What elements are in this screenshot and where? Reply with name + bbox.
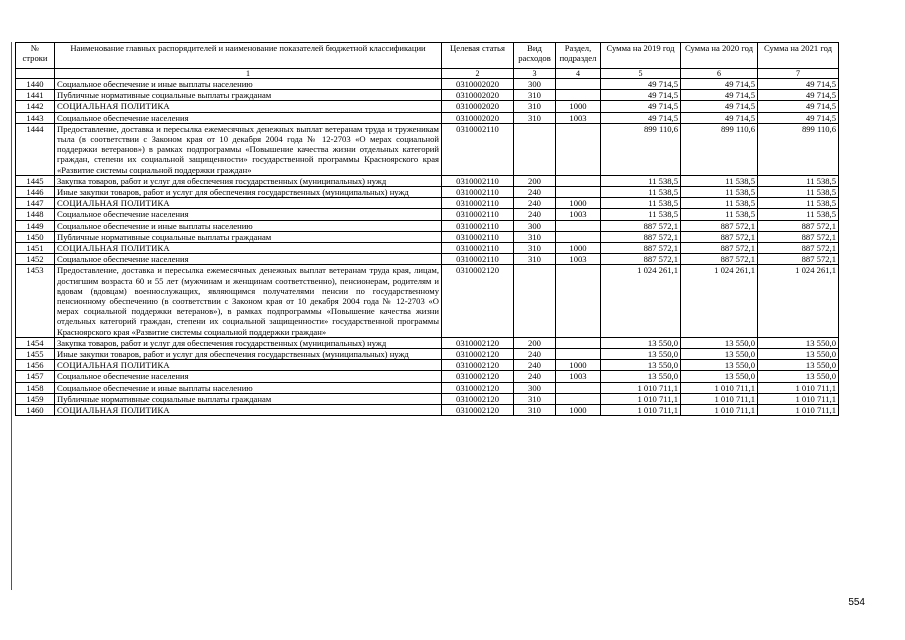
row-sum-2019-cell: 49 714,5 — [601, 90, 681, 101]
row-name-cell: СОЦИАЛЬНАЯ ПОЛИТИКА — [55, 198, 442, 209]
row-number-cell: 1445 — [16, 175, 55, 186]
row-sum-2021-cell: 11 538,5 — [758, 175, 839, 186]
row-sum-2019-cell: 887 572,1 — [601, 243, 681, 254]
row-target-cell: 0310002120 — [442, 405, 514, 416]
row-exp-type-cell: 300 — [514, 79, 556, 90]
col-number — [16, 69, 55, 79]
row-section-cell: 1003 — [556, 112, 601, 123]
row-target-cell: 0310002120 — [442, 360, 514, 371]
row-sum-2021-cell: 1 024 261,1 — [758, 265, 839, 337]
row-section-cell — [556, 337, 601, 348]
row-name-cell: СОЦИАЛЬНАЯ ПОЛИТИКА — [55, 405, 442, 416]
header-section: Раздел, подраздел — [556, 43, 601, 69]
row-sum-2021-cell: 887 572,1 — [758, 243, 839, 254]
row-sum-2020-cell: 1 010 711,1 — [681, 393, 758, 404]
row-exp-type-cell: 240 — [514, 209, 556, 220]
row-exp-type-cell — [514, 265, 556, 337]
row-sum-2021-cell: 13 550,0 — [758, 337, 839, 348]
row-section-cell: 1000 — [556, 360, 601, 371]
col-number: 6 — [681, 69, 758, 79]
row-sum-2021-cell: 11 538,5 — [758, 209, 839, 220]
row-target-cell: 0310002110 — [442, 220, 514, 231]
row-exp-type-cell: 310 — [514, 393, 556, 404]
row-sum-2019-cell: 49 714,5 — [601, 112, 681, 123]
row-section-cell — [556, 349, 601, 360]
row-name-cell: Социальное обеспечение населения — [55, 371, 442, 382]
row-sum-2020-cell: 13 550,0 — [681, 360, 758, 371]
header-sum-2019: Сумма на 2019 год — [601, 43, 681, 69]
row-section-cell: 1000 — [556, 198, 601, 209]
row-target-cell: 0310002120 — [442, 393, 514, 404]
row-target-cell: 0310002120 — [442, 371, 514, 382]
row-sum-2021-cell: 49 714,5 — [758, 101, 839, 112]
row-name-cell: Публичные нормативные социальные выплаты гражданам — [55, 393, 442, 404]
row-target-cell: 0310002110 — [442, 123, 514, 175]
header-name: Наименование главных распорядителей и наименование показателей бюджетной классификации — [55, 43, 442, 69]
col-number: 4 — [556, 69, 601, 79]
row-sum-2021-cell: 887 572,1 — [758, 231, 839, 242]
row-sum-2021-cell: 49 714,5 — [758, 112, 839, 123]
row-target-cell: 0310002120 — [442, 337, 514, 348]
table-row — [16, 112, 839, 123]
row-section-cell — [556, 79, 601, 90]
row-sum-2019-cell: 11 538,5 — [601, 198, 681, 209]
row-sum-2021-cell: 11 538,5 — [758, 198, 839, 209]
row-name-cell: Иные закупки товаров, работ и услуг для обеспечения государственных (муниципальных) нужд — [55, 187, 442, 198]
table-row — [16, 90, 839, 101]
table-row — [16, 405, 839, 416]
row-name-cell: Социальное обеспечение населения — [55, 112, 442, 123]
row-target-cell: 0310002120 — [442, 349, 514, 360]
row-name-cell: Социальное обеспечение и иные выплаты населению — [55, 220, 442, 231]
row-sum-2019-cell: 1 010 711,1 — [601, 382, 681, 393]
row-sum-2020-cell: 49 714,5 — [681, 90, 758, 101]
row-name-cell: Публичные нормативные социальные выплаты гражданам — [55, 231, 442, 242]
table-row — [16, 382, 839, 393]
row-name-cell: СОЦИАЛЬНАЯ ПОЛИТИКА — [55, 101, 442, 112]
row-sum-2019-cell: 13 550,0 — [601, 349, 681, 360]
table-row — [16, 231, 839, 242]
row-section-cell — [556, 187, 601, 198]
row-target-cell: 0310002020 — [442, 79, 514, 90]
row-sum-2021-cell: 49 714,5 — [758, 90, 839, 101]
row-name-cell: Социальное обеспечение населения — [55, 254, 442, 265]
row-exp-type-cell — [514, 123, 556, 175]
row-sum-2019-cell: 11 538,5 — [601, 175, 681, 186]
row-number-cell: 1444 — [16, 123, 55, 175]
row-number-cell: 1456 — [16, 360, 55, 371]
row-sum-2021-cell: 887 572,1 — [758, 220, 839, 231]
row-exp-type-cell: 310 — [514, 254, 556, 265]
row-name-cell: Социальное обеспечение и иные выплаты населению — [55, 382, 442, 393]
row-sum-2021-cell: 887 572,1 — [758, 254, 839, 265]
col-number: 7 — [758, 69, 839, 79]
row-sum-2020-cell: 887 572,1 — [681, 254, 758, 265]
row-sum-2019-cell: 13 550,0 — [601, 360, 681, 371]
row-number-cell: 1449 — [16, 220, 55, 231]
table-row — [16, 198, 839, 209]
row-exp-type-cell: 240 — [514, 198, 556, 209]
row-sum-2020-cell: 11 538,5 — [681, 198, 758, 209]
budget-table — [15, 42, 839, 416]
row-sum-2020-cell: 13 550,0 — [681, 349, 758, 360]
table-body — [16, 79, 839, 416]
table-row — [16, 220, 839, 231]
row-number-cell: 1448 — [16, 209, 55, 220]
margin-rule — [11, 42, 12, 590]
row-sum-2019-cell: 13 550,0 — [601, 371, 681, 382]
row-section-cell: 1000 — [556, 405, 601, 416]
row-exp-type-cell: 240 — [514, 187, 556, 198]
table-row — [16, 265, 839, 337]
row-sum-2020-cell: 11 538,5 — [681, 175, 758, 186]
table-row — [16, 187, 839, 198]
row-sum-2019-cell: 11 538,5 — [601, 187, 681, 198]
row-section-cell — [556, 90, 601, 101]
row-number-cell: 1451 — [16, 243, 55, 254]
col-number: 3 — [514, 69, 556, 79]
row-target-cell: 0310002020 — [442, 112, 514, 123]
row-exp-type-cell: 310 — [514, 90, 556, 101]
row-number-cell: 1442 — [16, 101, 55, 112]
row-target-cell: 0310002110 — [442, 243, 514, 254]
row-sum-2019-cell: 899 110,6 — [601, 123, 681, 175]
row-target-cell: 0310002110 — [442, 187, 514, 198]
col-number: 5 — [601, 69, 681, 79]
table-row — [16, 349, 839, 360]
row-exp-type-cell: 310 — [514, 243, 556, 254]
row-number-cell: 1458 — [16, 382, 55, 393]
row-exp-type-cell: 240 — [514, 371, 556, 382]
row-sum-2020-cell: 11 538,5 — [681, 209, 758, 220]
row-sum-2020-cell: 1 024 261,1 — [681, 265, 758, 337]
row-sum-2021-cell: 13 550,0 — [758, 371, 839, 382]
header-row-no: № строки — [16, 43, 55, 69]
table-row — [16, 254, 839, 265]
page-number: 554 — [848, 597, 865, 608]
row-name-cell: Социальное обеспечение населения — [55, 209, 442, 220]
row-section-cell: 1003 — [556, 209, 601, 220]
row-number-cell: 1450 — [16, 231, 55, 242]
row-name-cell: Предоставление, доставка и пересылка ежемесячных денежных выплат ветеранам труда и труженикам тыла (в соответствии с Законом края от 10 декабря 2004 года № 12-2703 «О мерах социальной поддержки ветеранов») в рамках подпрограммы «Повышение качества жизни отдельных категорий граждан, степени их социальной защищенности» государственной программы Красноярского края «Развитие системы социальной поддержки граждан» — [55, 123, 442, 175]
row-sum-2019-cell: 887 572,1 — [601, 231, 681, 242]
row-exp-type-cell: 300 — [514, 382, 556, 393]
row-section-cell: 1000 — [556, 101, 601, 112]
header-exp-type: Вид расходов — [514, 43, 556, 69]
row-number-cell: 1447 — [16, 198, 55, 209]
row-sum-2020-cell: 887 572,1 — [681, 231, 758, 242]
row-sum-2020-cell: 1 010 711,1 — [681, 382, 758, 393]
row-section-cell — [556, 231, 601, 242]
row-exp-type-cell: 300 — [514, 220, 556, 231]
table-row — [16, 360, 839, 371]
table-row — [16, 337, 839, 348]
row-sum-2020-cell: 49 714,5 — [681, 101, 758, 112]
row-target-cell: 0310002110 — [442, 209, 514, 220]
row-number-cell: 1443 — [16, 112, 55, 123]
header-sum-2020: Сумма на 2020 год — [681, 43, 758, 69]
row-section-cell — [556, 123, 601, 175]
row-number-cell: 1457 — [16, 371, 55, 382]
row-sum-2021-cell: 899 110,6 — [758, 123, 839, 175]
row-sum-2020-cell: 887 572,1 — [681, 220, 758, 231]
row-exp-type-cell: 240 — [514, 360, 556, 371]
row-sum-2019-cell: 13 550,0 — [601, 337, 681, 348]
row-sum-2021-cell: 13 550,0 — [758, 349, 839, 360]
column-numbers-row — [16, 69, 839, 79]
row-name-cell: Предоставление, доставка и пересылка ежемесячных денежных выплат ветеранам труда края, лицам, достигшим возраста 60 и 55 лет (мужчинам и женщинам соответственно), пенсионерам, родителям и вдовам (вдовцам) военнослужащих, являющимся получателями пенсии по государственному пенсионному обеспечению (в соответствии с Законом края от 10 декабря 2004 года № 12-2703 «О мерах социальной поддержки ветеранов»), в рамках подпрограммы «Повышение качества жизни отдельных категорий граждан, степени их социальной защищенности» государственной программы Красноярского края «Развитие системы социальной поддержки граждан» — [55, 265, 442, 337]
row-section-cell: 1003 — [556, 371, 601, 382]
row-sum-2019-cell: 1 010 711,1 — [601, 405, 681, 416]
row-section-cell: 1000 — [556, 243, 601, 254]
row-section-cell — [556, 382, 601, 393]
row-sum-2020-cell: 49 714,5 — [681, 112, 758, 123]
row-sum-2019-cell: 11 538,5 — [601, 209, 681, 220]
row-sum-2020-cell: 11 538,5 — [681, 187, 758, 198]
table-row — [16, 393, 839, 404]
table-row — [16, 79, 839, 90]
row-number-cell: 1455 — [16, 349, 55, 360]
row-name-cell: Закупка товаров, работ и услуг для обеспечения государственных (муниципальных) нужд — [55, 175, 442, 186]
row-sum-2021-cell: 1 010 711,1 — [758, 382, 839, 393]
row-sum-2019-cell: 49 714,5 — [601, 79, 681, 90]
row-exp-type-cell: 310 — [514, 231, 556, 242]
row-name-cell: СОЦИАЛЬНАЯ ПОЛИТИКА — [55, 243, 442, 254]
row-section-cell: 1003 — [556, 254, 601, 265]
row-target-cell: 0310002110 — [442, 198, 514, 209]
table-row — [16, 123, 839, 175]
table-row — [16, 175, 839, 186]
row-sum-2019-cell: 887 572,1 — [601, 220, 681, 231]
row-sum-2020-cell: 1 010 711,1 — [681, 405, 758, 416]
row-sum-2019-cell: 49 714,5 — [601, 101, 681, 112]
row-exp-type-cell: 240 — [514, 349, 556, 360]
row-number-cell: 1440 — [16, 79, 55, 90]
header-row — [16, 43, 839, 69]
table-row — [16, 101, 839, 112]
row-section-cell — [556, 393, 601, 404]
row-sum-2021-cell: 49 714,5 — [758, 79, 839, 90]
row-sum-2020-cell: 887 572,1 — [681, 243, 758, 254]
row-sum-2021-cell: 1 010 711,1 — [758, 405, 839, 416]
row-name-cell: Публичные нормативные социальные выплаты гражданам — [55, 90, 442, 101]
row-exp-type-cell: 200 — [514, 337, 556, 348]
row-number-cell: 1453 — [16, 265, 55, 337]
row-sum-2021-cell: 1 010 711,1 — [758, 393, 839, 404]
header-target: Целевая статья — [442, 43, 514, 69]
row-sum-2020-cell: 899 110,6 — [681, 123, 758, 175]
row-name-cell: СОЦИАЛЬНАЯ ПОЛИТИКА — [55, 360, 442, 371]
row-number-cell: 1454 — [16, 337, 55, 348]
row-sum-2021-cell: 11 538,5 — [758, 187, 839, 198]
row-number-cell: 1460 — [16, 405, 55, 416]
row-section-cell — [556, 220, 601, 231]
table-row — [16, 371, 839, 382]
row-target-cell: 0310002110 — [442, 231, 514, 242]
row-target-cell: 0310002120 — [442, 382, 514, 393]
row-number-cell: 1459 — [16, 393, 55, 404]
row-sum-2019-cell: 1 010 711,1 — [601, 393, 681, 404]
row-target-cell: 0310002110 — [442, 175, 514, 186]
row-sum-2019-cell: 887 572,1 — [601, 254, 681, 265]
row-sum-2020-cell: 49 714,5 — [681, 79, 758, 90]
row-exp-type-cell: 310 — [514, 405, 556, 416]
row-sum-2020-cell: 13 550,0 — [681, 337, 758, 348]
row-target-cell: 0310002020 — [442, 90, 514, 101]
row-number-cell: 1446 — [16, 187, 55, 198]
header-sum-2021: Сумма на 2021 год — [758, 43, 839, 69]
row-target-cell: 0310002110 — [442, 254, 514, 265]
row-target-cell: 0310002120 — [442, 265, 514, 337]
table-row — [16, 209, 839, 220]
row-name-cell: Иные закупки товаров, работ и услуг для обеспечения государственных (муниципальных) нужд — [55, 349, 442, 360]
row-number-cell: 1452 — [16, 254, 55, 265]
row-target-cell: 0310002020 — [442, 101, 514, 112]
table-row — [16, 243, 839, 254]
row-sum-2019-cell: 1 024 261,1 — [601, 265, 681, 337]
row-name-cell: Социальное обеспечение и иные выплаты населению — [55, 79, 442, 90]
row-exp-type-cell: 200 — [514, 175, 556, 186]
row-section-cell — [556, 175, 601, 186]
row-sum-2021-cell: 13 550,0 — [758, 360, 839, 371]
col-number: 1 — [55, 69, 442, 79]
row-section-cell — [556, 265, 601, 337]
row-exp-type-cell: 310 — [514, 101, 556, 112]
row-number-cell: 1441 — [16, 90, 55, 101]
col-number: 2 — [442, 69, 514, 79]
row-sum-2020-cell: 13 550,0 — [681, 371, 758, 382]
row-name-cell: Закупка товаров, работ и услуг для обеспечения государственных (муниципальных) нужд — [55, 337, 442, 348]
row-exp-type-cell: 310 — [514, 112, 556, 123]
